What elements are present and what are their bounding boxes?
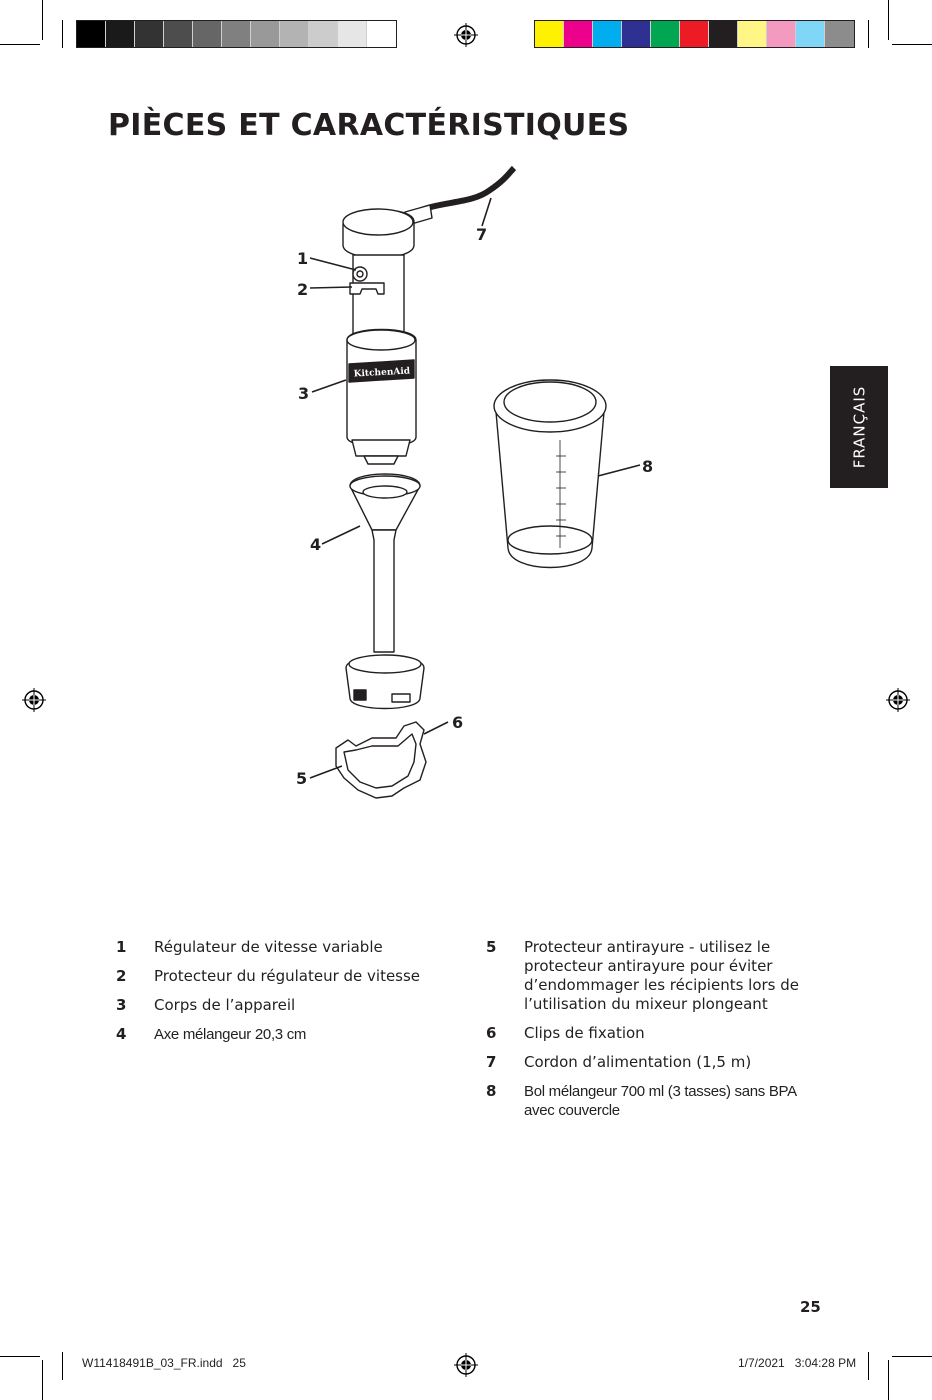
part-number: 5 [486, 938, 497, 956]
mixing-beaker [496, 412, 604, 568]
crop-mark [888, 1360, 889, 1400]
callout-2: 2 [297, 280, 309, 299]
list-item [486, 1053, 816, 1072]
callout-6: 6 [452, 713, 464, 732]
crop-mark [62, 1352, 63, 1380]
callout-7: 7 [476, 225, 488, 244]
part-description: Corps de l’appareil [154, 996, 296, 1014]
part-description: Protecteur antirayure - utilisez le protecteur antirayure pour éviter d’endommager les récipients lors de l’utilisation du mixeur plongeant [524, 938, 800, 1013]
callout-3: 3 [298, 384, 310, 403]
registration-mark-icon [454, 1353, 478, 1377]
part-number: 8 [486, 1082, 497, 1100]
list-item [486, 1082, 816, 1120]
motor-brand-logo: KitchenAid [353, 366, 411, 380]
callout-5: 5 [296, 769, 308, 788]
parts-list-right [486, 938, 816, 1130]
part-number: 6 [486, 1024, 497, 1042]
part-number: 3 [116, 996, 127, 1014]
crop-mark [892, 1356, 932, 1357]
page-title: PIÈCES ET CARACTÉRISTIQUES [108, 108, 630, 143]
crop-mark [868, 1352, 869, 1380]
slug-date-info: 1/7/2021 3:04:28 PM [738, 1356, 857, 1370]
part-number: 1 [116, 938, 127, 956]
list-item [116, 996, 446, 1015]
parts-list-left [116, 938, 446, 1054]
callout-8: 8 [642, 457, 654, 476]
list-item [116, 938, 446, 957]
part-description: Protecteur du régulateur de vitesse [154, 967, 421, 985]
part-number: 4 [116, 1025, 127, 1043]
part-description: Cordon d’alimentation (1,5 m) [524, 1053, 752, 1071]
slug-file-info: W11418491B_03_FR.indd 25 [82, 1356, 246, 1370]
part-description: Axe mélangeur 20,3 cm [154, 1026, 307, 1043]
callout-1: 1 [297, 249, 309, 268]
list-item [116, 1025, 446, 1044]
part-description: Bol mélangeur 700 ml (3 tasses) sans BPA avec couvercle [524, 1083, 797, 1119]
crop-mark [42, 1360, 43, 1400]
part-description: Régulateur de vitesse variable [154, 938, 383, 956]
callout-4: 4 [310, 535, 322, 554]
crop-mark [0, 1356, 40, 1357]
pan-guard [336, 722, 426, 798]
list-item [486, 938, 816, 1014]
language-tab-label: FRANÇAIS [850, 385, 869, 469]
list-item [486, 1024, 816, 1043]
list-item [116, 967, 446, 986]
page-number: 25 [800, 1298, 821, 1316]
part-description: Clips de fixation [524, 1024, 645, 1042]
part-number: 2 [116, 967, 127, 985]
part-number: 7 [486, 1053, 497, 1071]
blender-arm-shaft [372, 530, 396, 652]
